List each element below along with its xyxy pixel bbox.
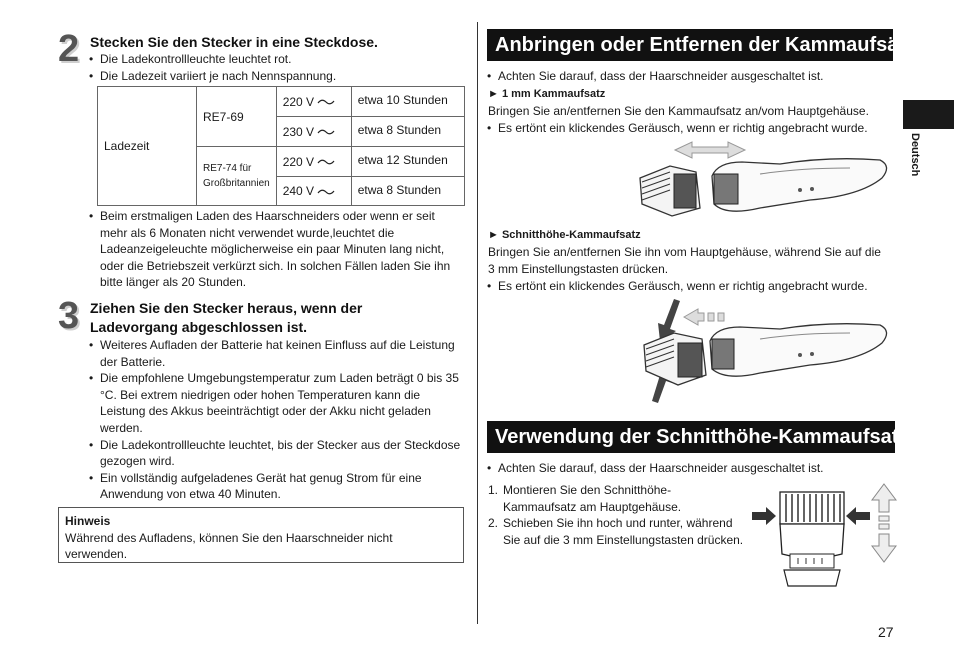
section-1-bullet — [487, 68, 887, 85]
step-3-bullets — [89, 337, 461, 503]
page-number: 27 — [878, 624, 894, 640]
step-2-number: 2 — [58, 28, 80, 70]
language-tab — [903, 100, 954, 129]
list-item: • Die Ladezeit variiert je nach Nennspannung. — [89, 68, 469, 85]
paragraph: Bringen Sie an/entfernen Sie den Kammaufsatz an/vom Hauptgehäuse. — [488, 104, 869, 118]
list-item: • Die Ladekontrollleuchte leuchtet rot. — [89, 51, 469, 68]
ac-wave-icon — [317, 188, 335, 196]
list-item: • Die empfohlene Umgebungstemperatur zum Laden beträgt 0 bis 35 °C. Bei extrem niedrigen oder hohen Temperaturen kann die Leistung des Akkus beeinträchtigt oder der Akku nicht geladen werden. — [89, 370, 461, 436]
illustration-height-comb-attach — [630, 295, 892, 407]
ac-wave-icon — [317, 128, 335, 136]
section-title-attach-comb: Anbringen oder Entfernen der Kammaufsätze — [487, 29, 893, 61]
ac-wave-icon — [317, 98, 335, 106]
list-item: • Beim erstmaligen Laden des Haarschneiders oder wenn er seit mehr als 6 Monaten nicht verwendet wurde,leuchtet die Ladeanzeigeleuchte möglicherweise ein paar Minuten lang nicht, oder die Betriebszeit verkürzt sich. In solchen Fällen laden Sie ihn bitte länger als 20 Stunden. — [89, 208, 471, 291]
voltage-cell: 240 V — [276, 177, 351, 206]
charging-time-table — [97, 86, 465, 206]
time-cell: etwa 8 Stunden — [351, 117, 464, 147]
paragraph: Bringen Sie an/entfernen Sie ihn vom Hauptgehäuse, während Sie auf die 3 mm Einstellungstasten drücken. — [488, 245, 881, 276]
ac-wave-icon — [317, 158, 335, 166]
voltage-cell: 220 V — [276, 87, 351, 117]
list-item: • Die Ladekontrollleuchte leuchtet, bis der Stecker aus der Steckdose gezogen wird. — [89, 437, 461, 470]
section-2-bullet — [487, 460, 887, 477]
list-item: • Es ertönt ein klickendes Geräusch, wenn er richtig angebracht wurde. — [487, 278, 897, 295]
list-item: • Es ertönt ein klickendes Geräusch, wenn er richtig angebracht wurde. — [487, 120, 897, 137]
press-arrow-icon — [752, 507, 776, 525]
list-item: 1. Montieren Sie den Schnitthöhe- Kammaufsatz am Hauptgehäuse. — [488, 483, 682, 514]
list-item: • Achten Sie darauf, dass der Haarschneider ausgeschaltet ist. — [487, 460, 887, 477]
step-2-note — [89, 208, 471, 291]
direction-arrow-icon — [684, 309, 704, 325]
column-divider — [477, 22, 478, 624]
list-item: 2. Schieben Sie ihn hoch und runter, während Sie auf die 3 mm Einstellungstasten drücken. — [488, 516, 744, 547]
time-cell: etwa 12 Stunden — [351, 147, 464, 177]
step-2-heading: Stecken Sie den Stecker in eine Steckdose. — [90, 34, 378, 50]
list-item: • Weiteres Aufladen der Batterie hat keinen Einfluss auf die Leistung der Batterie. — [89, 337, 461, 370]
section-1-sub1-bullet — [487, 120, 897, 137]
subheading-height-comb: ► Schnitthöhe-Kammaufsatz — [488, 229, 641, 241]
up-arrow-icon — [872, 484, 896, 512]
list-item: • Achten Sie darauf, dass der Haarschneider ausgeschaltet ist. — [487, 68, 887, 85]
step-3-heading: Ziehen Sie den Stecker heraus, wenn der Ladevorgang abgeschlossen ist. — [90, 300, 363, 335]
table-row-label: Ladezeit — [98, 87, 197, 206]
voltage-cell: 220 V — [276, 147, 351, 177]
step-2-bullets — [89, 51, 469, 84]
voltage-cell: 230 V — [276, 117, 351, 147]
press-arrow-icon — [846, 507, 870, 525]
section-1-sub2-bullet — [487, 278, 897, 295]
time-cell: etwa 8 Stunden — [351, 177, 464, 206]
illustration-height-comb-adjust — [750, 482, 898, 588]
illustration-1mm-comb-attach — [630, 138, 892, 226]
language-label: Deutsch — [909, 133, 921, 177]
model-re7-69: RE7-69 — [197, 87, 277, 147]
section-2-steps — [488, 482, 758, 548]
time-cell: etwa 10 Stunden — [351, 87, 464, 117]
double-arrow-icon — [675, 142, 745, 158]
note-text: Während des Aufladens, können Sie den Haarschneider nicht verwenden. — [65, 530, 393, 561]
note-title: Hinweis — [65, 514, 111, 528]
step-3-number: 3 — [58, 295, 80, 337]
list-item: • Ein vollständig aufgeladenes Gerät hat genug Strom für eine Anwendung von etwa 40 Minuten. — [89, 470, 461, 503]
down-arrow-icon — [872, 534, 896, 562]
subheading-1mm-comb: ► 1 mm Kammaufsatz — [488, 88, 606, 100]
section-title-height-comb: Verwendung der Schnitthöhe-Kammaufsatz — [487, 421, 895, 453]
note-box — [58, 507, 464, 563]
model-re7-74: RE7-74 für Großbritannien — [197, 147, 277, 206]
